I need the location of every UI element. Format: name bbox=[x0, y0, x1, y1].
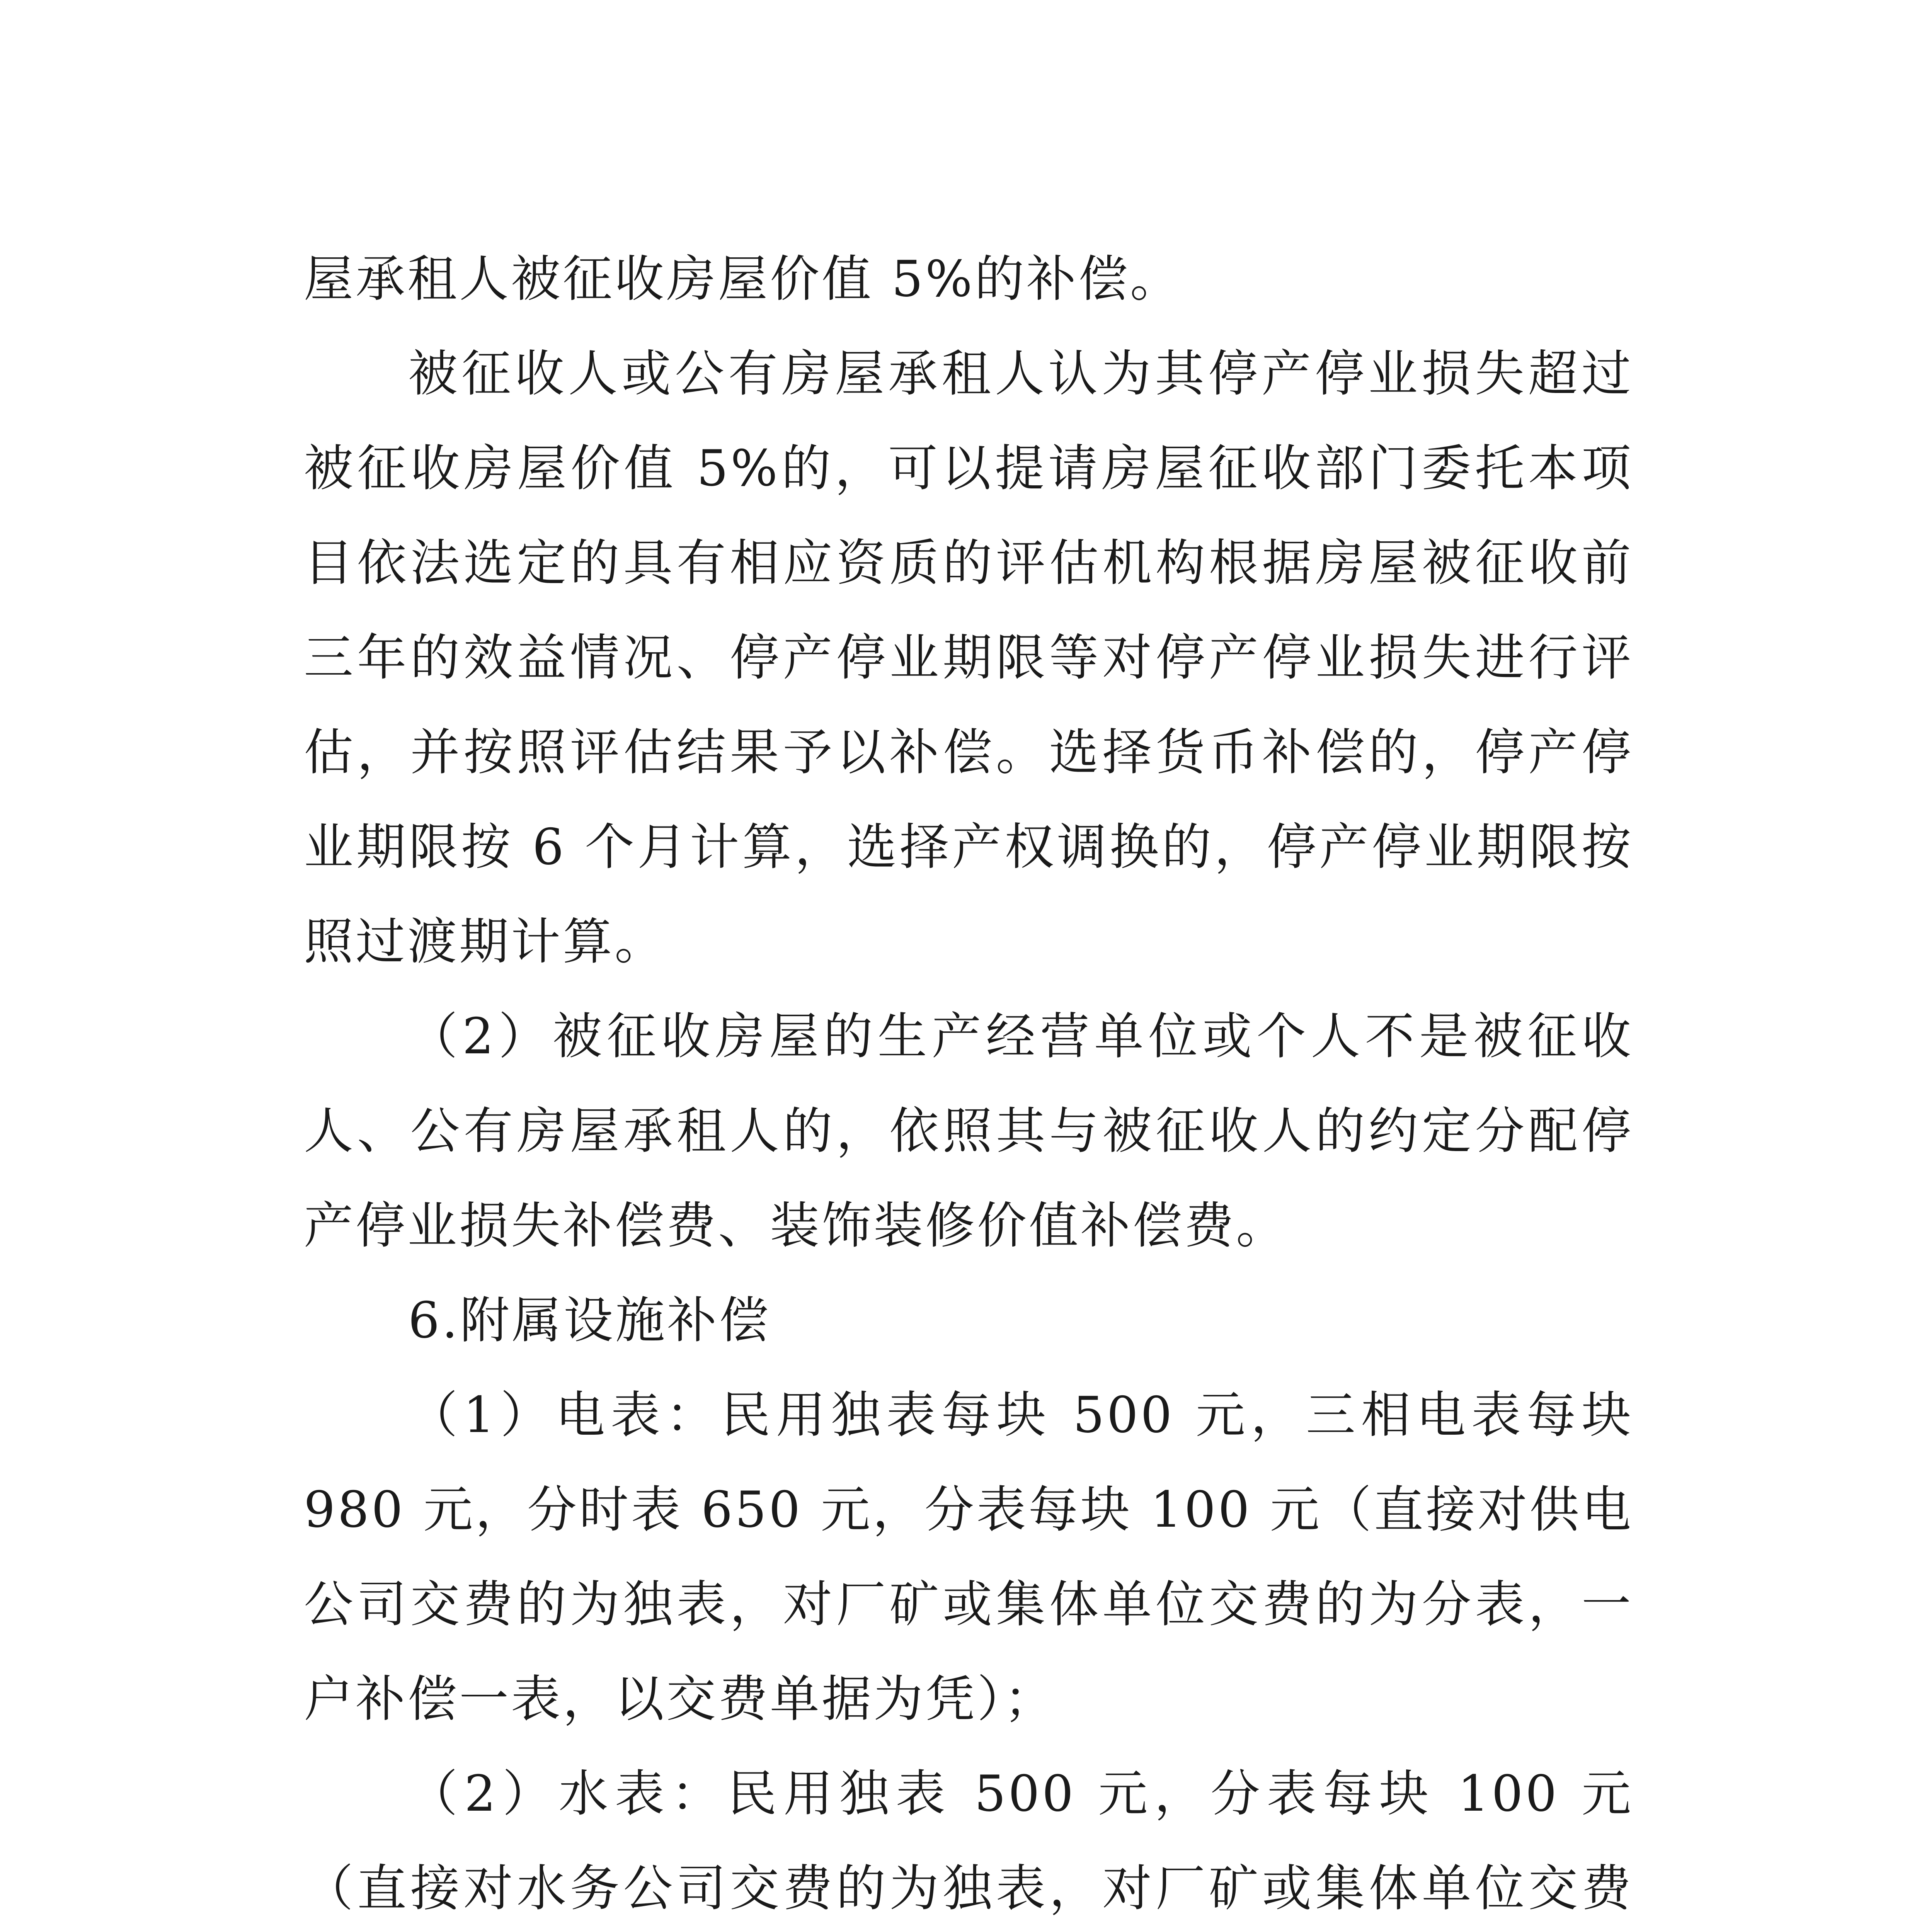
paragraph-loss-assessment: 被征收人或公有房屋承租人认为其停产停业损失超过被征收房屋价值 5%的，可以提请房屋征收部门委托本项目依法选定的具有相应资质的评估机构根据房屋被征收前三年的效益情况、停产停业期限等对停产停业损失进行评估，并按照评估结果予以补偿。选择货币补偿的，停产停业期限按 6 个月计算，选择产权调换的，停产停业期限按照过渡期计算。 bbox=[304, 345, 1633, 971]
paragraph-continuation: 屋承租人被征收房屋价值 5%的补偿。 bbox=[304, 250, 1182, 308]
paragraph-item-2-water-meter: （2）水表：民用独表 500 元，分表每块 100 元（直接对水务公司交费的为独表，对厂矿或集体单位交费 bbox=[304, 1765, 1633, 1917]
paragraph-item-1-electric-meter: （1）电表：民用独表每块 500 元，三相电表每块 980 元，分时表 650 元，分表每块 100 元（直接对供电公司交费的为独表，对厂矿或集体单位交费的为分表，一户补偿一表，以交费单据为凭）； bbox=[304, 1386, 1633, 1728]
paragraph-item-2-operators: （2）被征收房屋的生产经营单位或个人不是被征收人、公有房屋承租人的，依照其与被征收人的约定分配停产停业损失补偿费、装饰装修价值补偿费。 bbox=[304, 1008, 1633, 1255]
body-text bbox=[304, 232, 1633, 1932]
section-heading-ancillary-facilities: 6.附属设施补偿 bbox=[408, 1292, 771, 1349]
